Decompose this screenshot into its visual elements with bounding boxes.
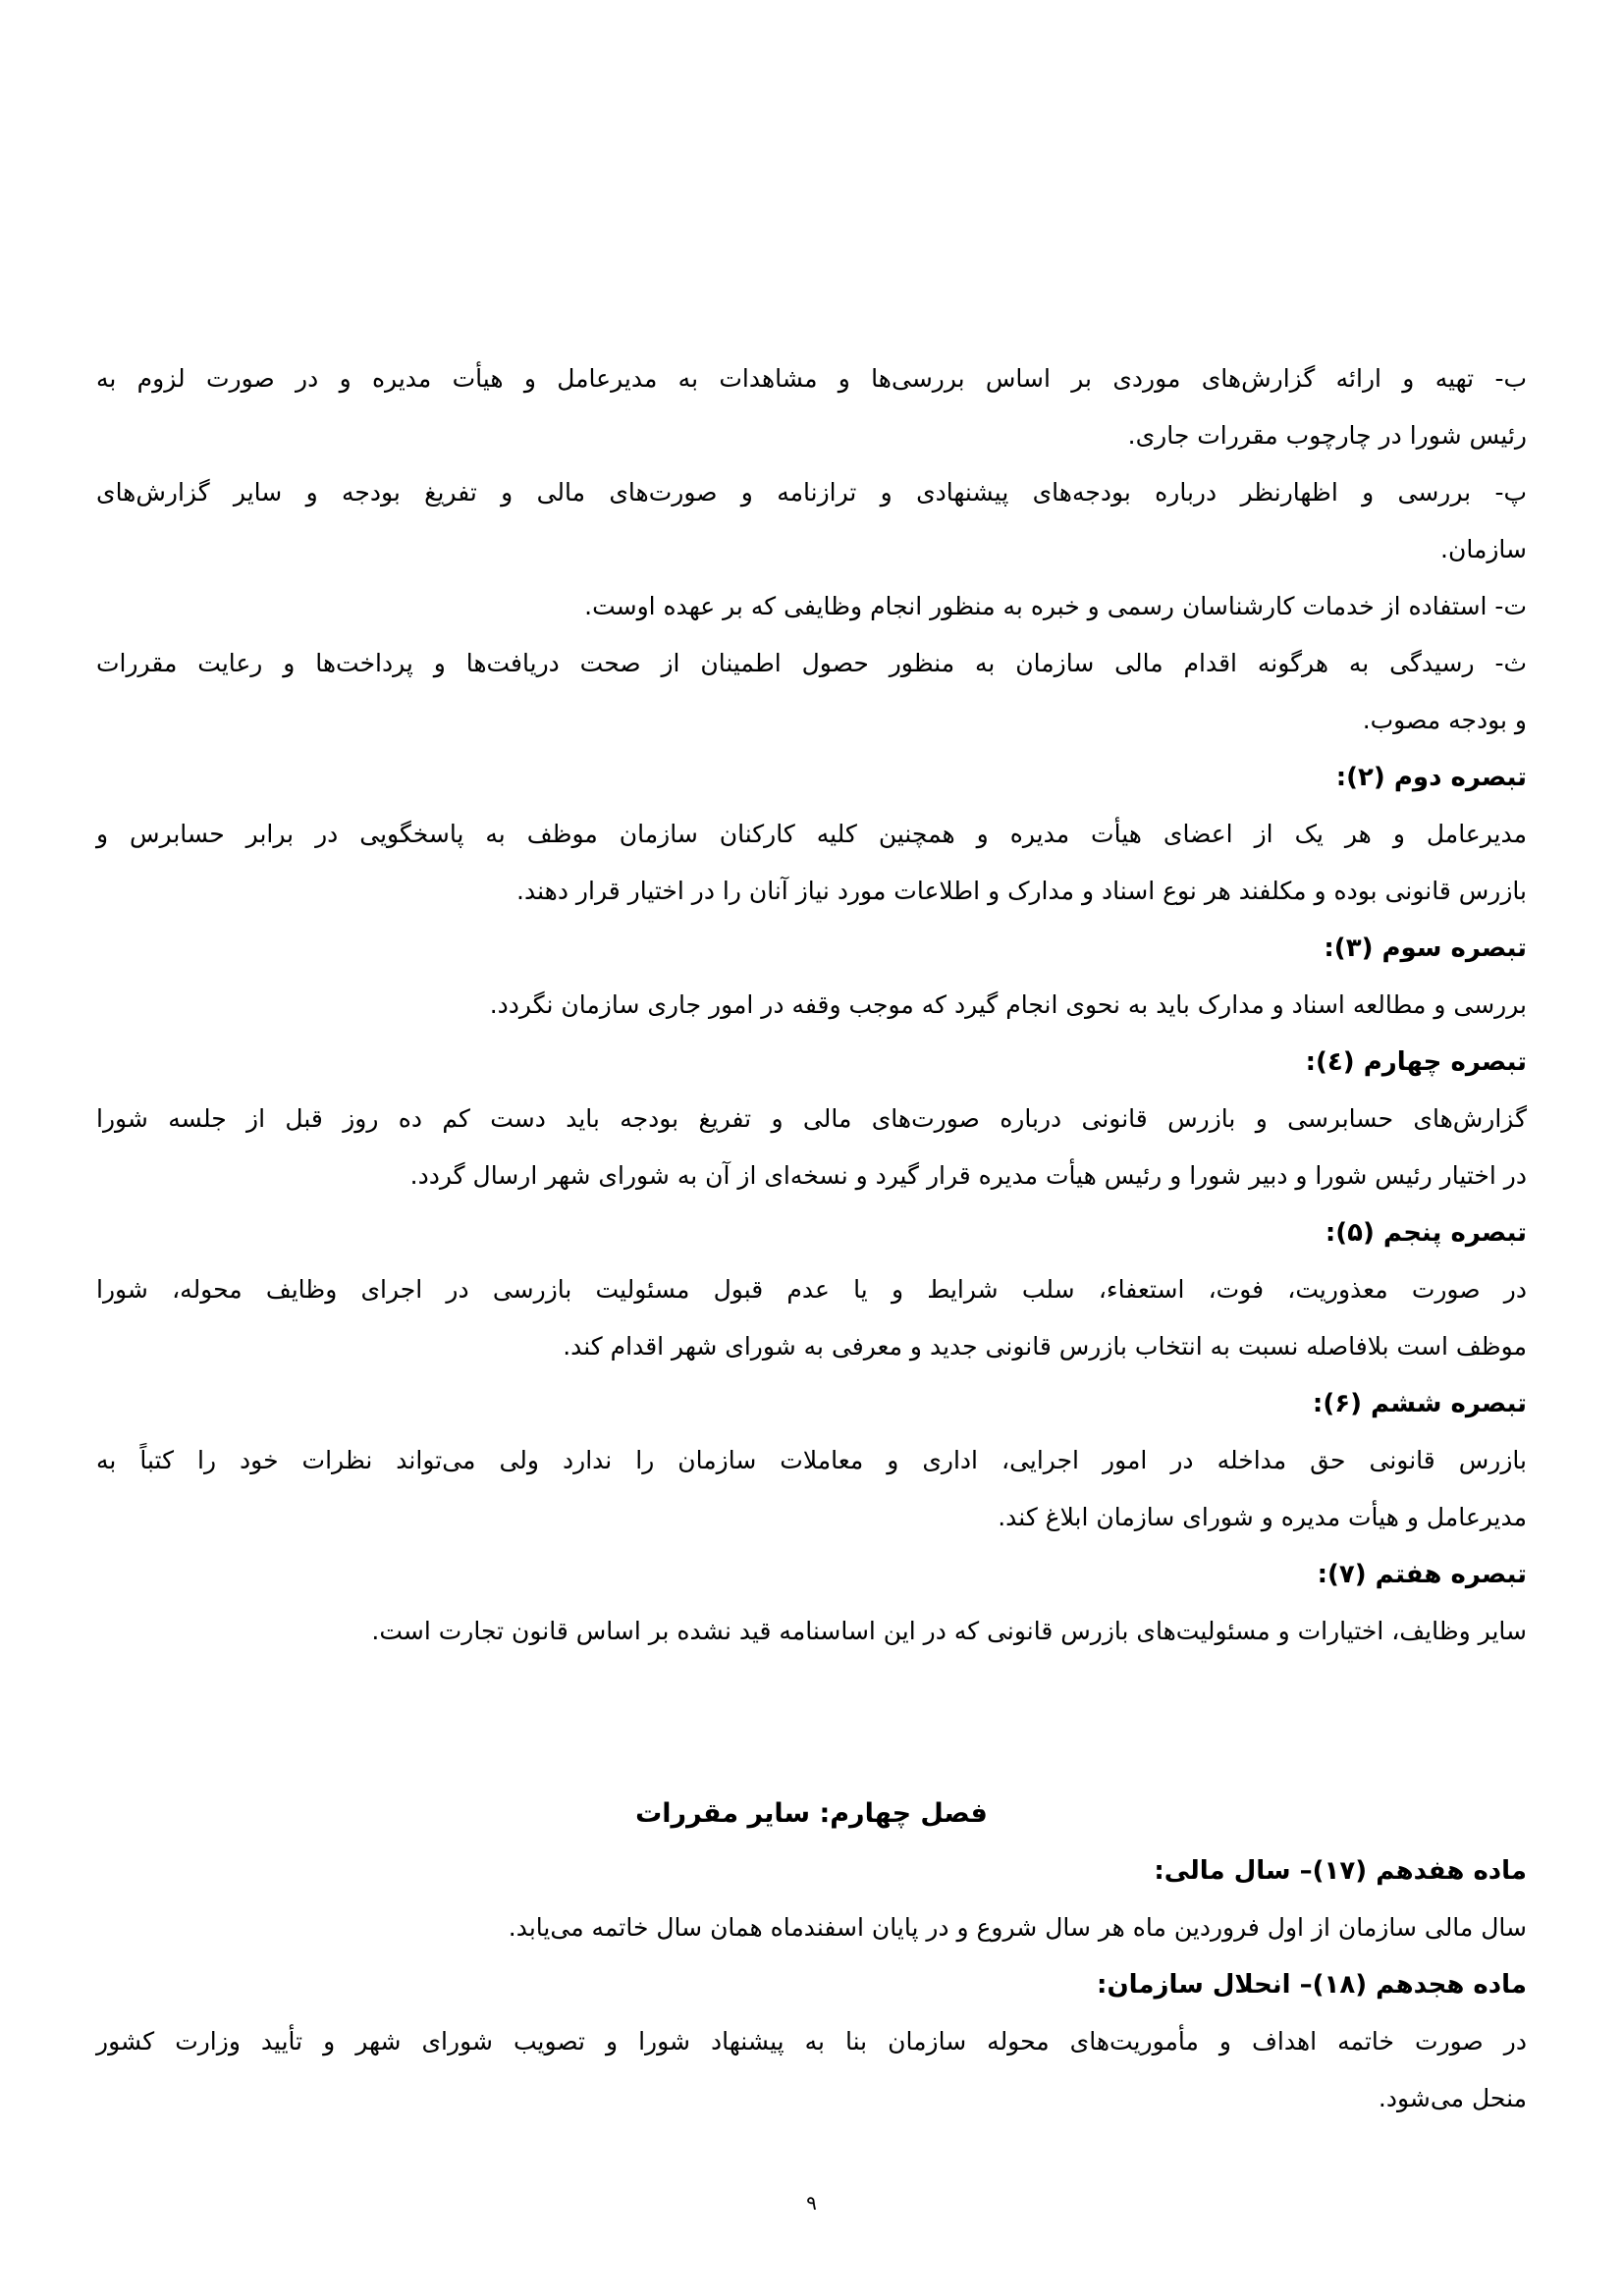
note-heading-7: تبصره هفتم (۷):: [1317, 1560, 1527, 1589]
body-line: سایر وظایف، اختیارات و مسئولیت‌های بازرس قانونی که در این اساسنامه قید نشده بر اساس قانون تجارت است.: [371, 1617, 1527, 1645]
body-line: مدیرعامل و هیأت مدیره و شورای سازمان ابلاغ کند.: [998, 1503, 1527, 1531]
body-line: در صورت خاتمه اهداف و مأموریت‌های محوله سازمان بنا به پیشنهاد شورا و تصویب شورای شهر و تأیید وزارت کشور: [96, 2027, 1527, 2056]
body-line: سال مالی سازمان از اول فروردین ماه هر سال شروع و در پایان اسفندماه همان سال خاتمه می‌یابد.: [508, 1913, 1527, 1942]
note-heading-4: تبصره چهارم (٤):: [1305, 1047, 1527, 1077]
body-line: بررسی و مطالعه اسناد و مدارک باید به نحوی انجام گیرد که موجب وقفه در امور جاری سازمان نگردد.: [489, 990, 1527, 1019]
body-line: منحل می‌شود.: [1378, 2084, 1527, 2112]
note-heading-5: تبصره پنجم (۵):: [1325, 1218, 1527, 1248]
body-line: ب- تهیه و ارائه گزارش‌های موردی بر اساس بررسی‌ها و مشاهدات به مدیرعامل و هیأت مدیره و در صورت لزوم به: [96, 364, 1527, 393]
note-heading-2: تبصره دوم (۲):: [1335, 763, 1527, 792]
body-line: موظف است بلافاصله نسبت به انتخاب بازرس قانونی جدید و معرفی به شورای شهر اقدام کند.: [563, 1332, 1527, 1361]
note-heading-6: تبصره ششم (۶):: [1312, 1389, 1527, 1418]
body-line: در اختیار رئیس شورا و دبیر شورا و رئیس هیأت مدیره قرار گیرد و نسخه‌ای از آن به شورای شهر ارسال گردد.: [409, 1161, 1527, 1190]
body-line: و بودجه مصوب.: [1362, 706, 1527, 734]
body-line: سازمان.: [1440, 535, 1527, 563]
section-spacer: [96, 1660, 1527, 1786]
body-line: گزارش‌های حسابرسی و بازرس قانونی درباره صورت‌های مالی و تفریغ بودجه باید دست کم ده روز قبل از جلسه شورا: [96, 1104, 1527, 1133]
body-line: بازرس قانونی بوده و مکلفند هر نوع اسناد و مدارک و اطلاعات مورد نیاز آنان را در اختیار قرار دهند.: [516, 877, 1527, 905]
body-line: در صورت معذوریت، فوت، استعفاء، سلب شرایط و یا عدم قبول مسئولیت بازرسی در اجرای وظایف محوله، شورا: [96, 1275, 1527, 1304]
article-heading-18: ماده هجدهم (۱۸)– انحلال سازمان:: [1097, 1970, 1527, 2000]
body-line: مدیرعامل و هر یک از اعضای هیأت مدیره و همچنین کلیه کارکنان سازمان موظف به پاسخگویی در برابر حسابرس و: [96, 820, 1527, 848]
article-heading-17: ماده هفدهم (۱۷)– سال مالی:: [1154, 1856, 1527, 1886]
note-heading-3: تبصره سوم (۳):: [1324, 934, 1527, 963]
body-line: پ- بررسی و اظهارنظر درباره بودجه‌های پیشنهادی و ترازنامه و صورت‌های مالی و تفریغ بودجه و سایر گزارش‌های: [96, 478, 1527, 507]
body-line: بازرس قانونی حق مداخله در امور اجرایی، اداری و معاملات سازمان را ندارد ولی می‌تواند نظرات خود را کتباً به: [96, 1446, 1527, 1474]
body-line: ث- رسیدگی به هرگونه اقدام مالی سازمان به منظور حصول اطمینان از صحت دریافت‌ها و پرداخت‌ها و رعایت مقررات: [96, 649, 1527, 677]
page-number: ۹: [806, 2191, 817, 2215]
chapter-heading: فصل چهارم: سایر مقررات: [635, 1798, 988, 1829]
body-line: رئیس شورا در چارچوب مقررات جاری.: [1127, 421, 1527, 450]
body-line: ت- استفاده از خدمات کارشناسان رسمی و خبره به منظور انجام وظایفی که بر عهده اوست.: [584, 592, 1527, 620]
